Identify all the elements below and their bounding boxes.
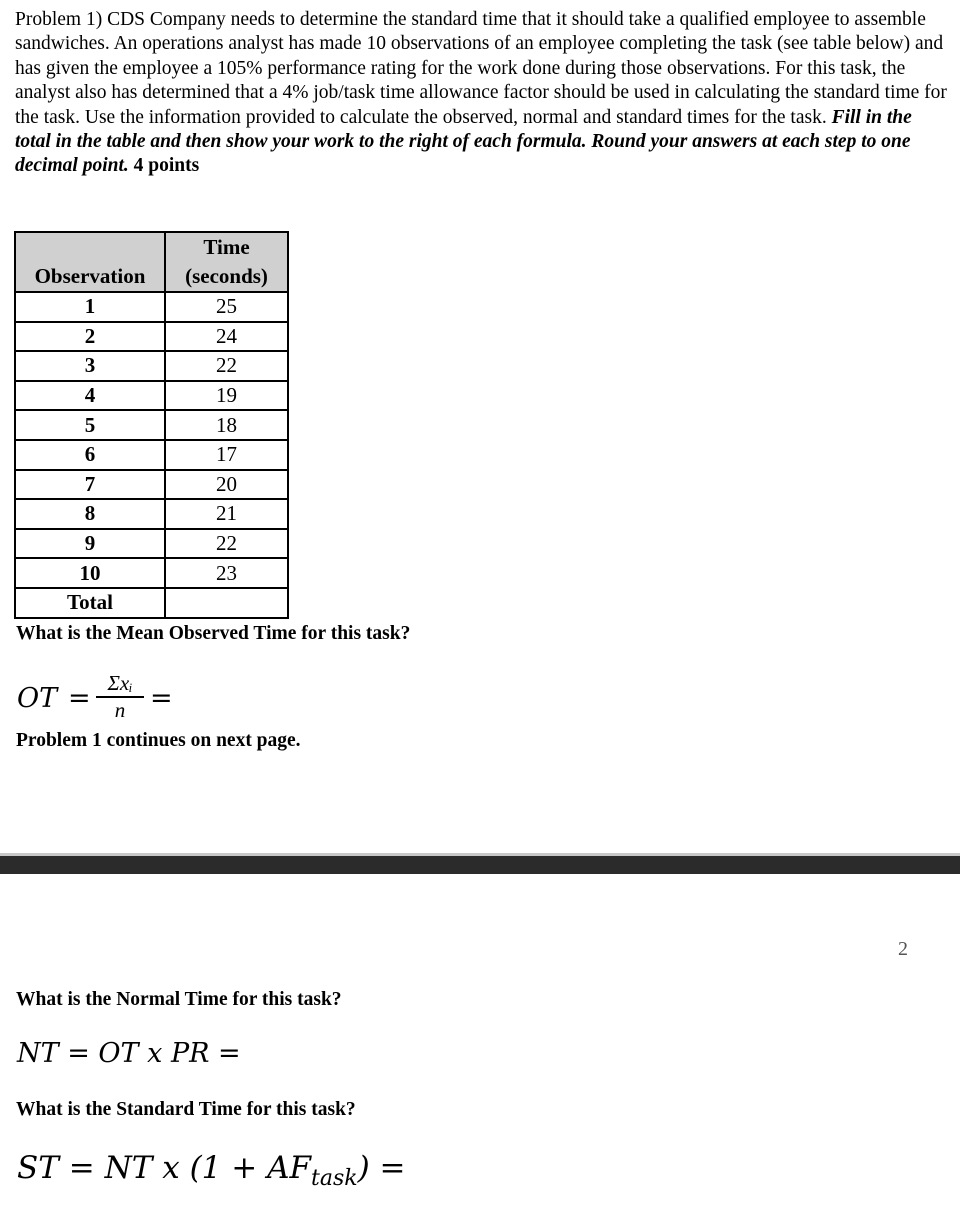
problem-intro: Problem 1) CDS Company needs to determine the standard time that it should take a qualified employee to assemble sandwiches. An operations analyst has made 10 observations of an employee completing the task (see table below) and has given the employee a 105% performance rating for the work done during those observations. For this task, the analyst also has determined that a 4% job/task time allowance factor should be used in calculating the standard time for the task. Use the information provided to calculate the observed, normal and standard times for the task. (15, 9, 947, 128)
page-number: 2 (898, 938, 908, 960)
problem-statement (15, 8, 950, 179)
continue-note: Problem 1 continues on next page. (16, 730, 301, 751)
observation-number: 5 (15, 410, 165, 440)
nt-formula: NT = OT x PR = (17, 1038, 241, 1069)
time-seconds: 25 (165, 292, 288, 322)
time-seconds: 21 (165, 499, 288, 529)
time-seconds: 19 (165, 381, 288, 411)
page-divider (0, 856, 960, 874)
ot-equals-answer: = (150, 683, 173, 714)
observation-number: 1 (15, 292, 165, 322)
observation-number: 3 (15, 351, 165, 381)
header-observation: Observation (15, 232, 165, 292)
table-row (15, 440, 288, 470)
table-row (15, 529, 288, 559)
question-normal-time: What is the Normal Time for this task? (16, 989, 342, 1010)
observation-number: 7 (15, 470, 165, 500)
total-label: Total (15, 588, 165, 618)
time-seconds: 22 (165, 529, 288, 559)
time-seconds: 23 (165, 558, 288, 588)
table-row (15, 470, 288, 500)
time-seconds: 20 (165, 470, 288, 500)
table-row (15, 351, 288, 381)
time-seconds: 18 (165, 410, 288, 440)
ot-equals: = (68, 683, 91, 714)
ot-fraction (96, 671, 144, 723)
table-total-row (15, 588, 288, 618)
table-body (15, 292, 288, 588)
observation-number: 2 (15, 322, 165, 352)
fraction-numerator: Σxᵢ (107, 671, 133, 695)
table-row (15, 410, 288, 440)
time-seconds: 24 (165, 322, 288, 352)
fraction-denominator: n (114, 697, 126, 722)
af-subscript: task (311, 1166, 358, 1191)
table-header-row (15, 232, 288, 292)
ot-lhs: OT (17, 683, 58, 714)
time-seconds: 22 (165, 351, 288, 381)
observation-table (14, 231, 289, 619)
observation-number: 8 (15, 499, 165, 529)
table-row (15, 381, 288, 411)
problem-points: 4 points (133, 155, 200, 177)
total-input[interactable] (165, 588, 288, 618)
question-mean-observed-time: What is the Mean Observed Time for this task? (16, 623, 411, 644)
header-time: Time (seconds) (165, 232, 288, 292)
question-standard-time: What is the Standard Time for this task? (16, 1099, 356, 1120)
table-row (15, 292, 288, 322)
st-formula: ST = NT x $(1 + AF_{task})$ = (17, 1150, 406, 1191)
observation-number: 10 (15, 558, 165, 588)
observation-number: 9 (15, 529, 165, 559)
problem-instruction: Fill in the total in the table and then show your work to the right of each formula. Round your answers at each step to one decimal point. (15, 106, 912, 177)
table-row (15, 558, 288, 588)
time-seconds: 17 (165, 440, 288, 470)
table-row (15, 499, 288, 529)
observation-number: 6 (15, 440, 165, 470)
table-row (15, 322, 288, 352)
observation-number: 4 (15, 381, 165, 411)
